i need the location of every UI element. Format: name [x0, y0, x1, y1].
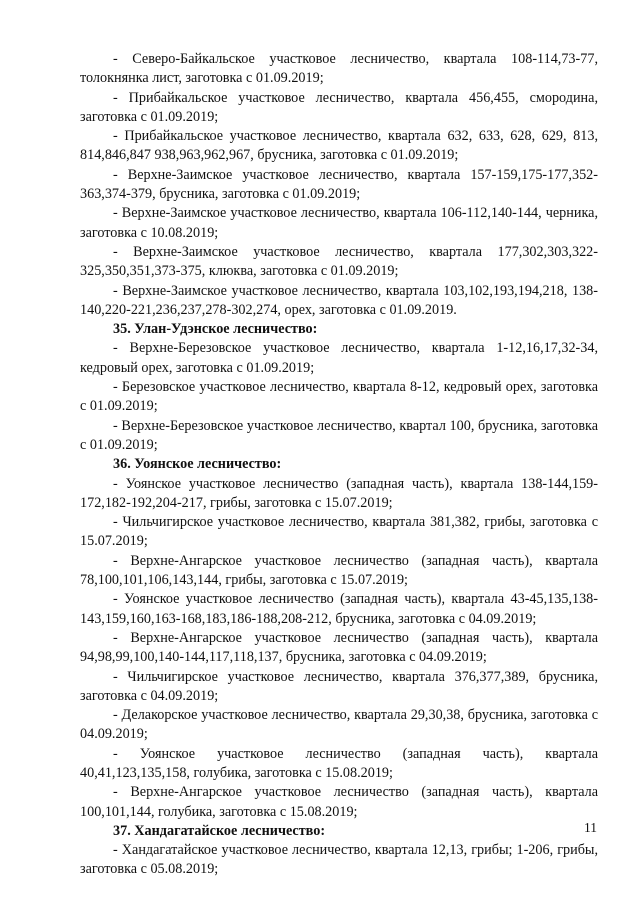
- list-item: - Уоянское участковое лесничество (западная часть), квартала 40,41,123,135,158, голубика, заготовка с 15.08.2019;: [80, 745, 598, 781]
- list-item: - Верхне-Заимское участковое лесничество, квартала 177,302,303,322-325,350,351,373-375, клюква, заготовка с 01.09.2019;: [80, 243, 598, 280]
- list-item: - Делакорское участковое лесничество, квартала 29,30,38, брусника, заготовка с 04.09.2019;: [80, 707, 598, 743]
- page-number: 11: [584, 820, 597, 835]
- list-item: - Верхне-Ангарское участковое лесничество (западная часть), квартала 78,100,101,106,143,144, грибы, заготовка с 15.07.2019;: [80, 552, 598, 589]
- list-item: - Березовское участковое лесничество, квартала 8-12, кедровый орех, заготовка с 01.09.2019;: [80, 379, 598, 415]
- list-item: - Уоянское участковое лесничество (западная часть), квартала 138-144,159-172,182-192,204-217, грибы, заготовка с 15.07.2019;: [80, 475, 598, 511]
- section-heading: 36. Уоянское лесничество:: [113, 456, 282, 473]
- list-item: - Верхне-Ангарское участковое лесничество (западная часть), квартала 94,98,99,100,140-144,117,118,137, брусника, заготовка с 04.09.2019;: [80, 629, 598, 666]
- section-heading: 35. Улан-Удэнское лесничество:: [113, 321, 318, 338]
- list-item: - Хандагатайское участковое лесничество, квартала 12,13, грибы; 1-206, грибы, заготовка с 05.08.2019;: [80, 842, 598, 878]
- list-item: - Верхне-Заимское участковое лесничество, квартала 157-159,175-177,352-363,374-379, брусника, заготовка с 01.09.2019;: [80, 166, 598, 203]
- list-item: - Верхне-Заимское участковое лесничество, квартала 106-112,140-144, черника, заготовка с 10.08.2019;: [80, 205, 598, 241]
- section-heading: 37. Хандагатайское лесничество:: [113, 822, 326, 839]
- list-item: - Верхне-Березовское участковое лесничество, квартал 100, брусника, заготовка с 01.09.2019;: [80, 417, 598, 453]
- list-item: - Прибайкальское участковое лесничество, квартала 632, 633, 628, 629, 813, 814,846,847 938,963,962,967, брусника, заготовка с 01.09.2019;: [80, 128, 598, 164]
- list-item: - Северо-Байкальское участковое лесничество, квартала 108-114,73-77, толокнянка лист, заготовка с 01.09.2019;: [80, 51, 598, 87]
- list-item: - Верхне-Заимское участковое лесничество, квартала 103,102,193,194,218, 138-140,220-221,236,237,278-302,274, орех, заготовка с 01.09.2019.: [80, 282, 598, 318]
- document-body: [80, 50, 598, 880]
- list-item: - Прибайкальское участковое лесничество, квартала 456,455, смородина, заготовка с 01.09.2019;: [80, 89, 598, 125]
- list-item: - Верхне-Ангарское участковое лесничество (западная часть), квартала 100,101,144, голубика, заготовка с 15.08.2019;: [80, 784, 598, 820]
- list-item: - Верхне-Березовское участковое лесничество, квартала 1-12,16,17,32-34, кедровый орех, заготовка с 01.09.2019;: [80, 340, 598, 376]
- list-item: - Чильчигирское участковое лесничество, квартала 376,377,389, брусника, заготовка с 04.09.2019;: [80, 668, 598, 704]
- list-item: - Уоянское участковое лесничество (западная часть), квартала 43-45,135,138-143,159,160,163-168,183,186-188,208-212, брусника, заготовка с 04.09.2019;: [80, 591, 598, 627]
- list-item: - Чильчигирское участковое лесничество, квартала 381,382, грибы, заготовка с 15.07.2019;: [80, 514, 598, 550]
